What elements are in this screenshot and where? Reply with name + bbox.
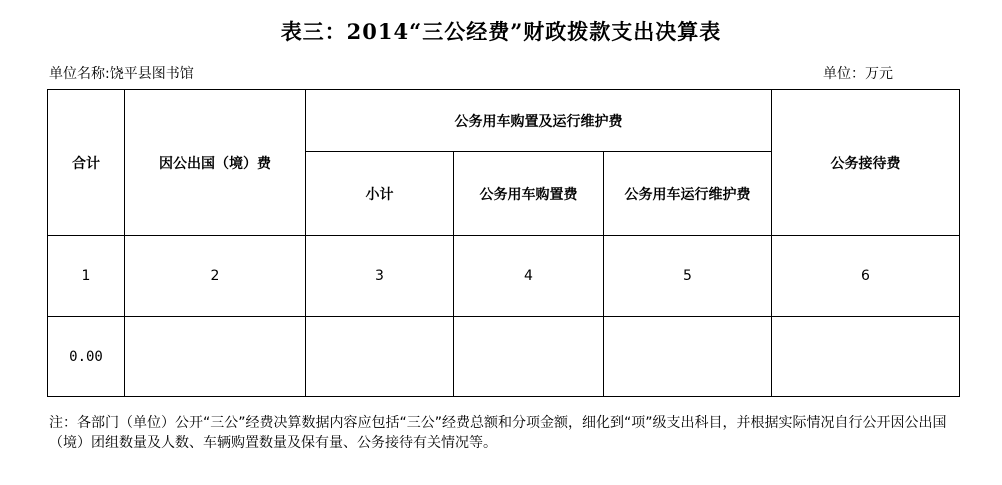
header-subtotal: 小计 xyxy=(306,152,454,236)
unit-label: 单位：万元 xyxy=(823,66,893,82)
page-title: 表三：2014“三公经费”财政拨款支出决算表 xyxy=(280,19,722,44)
index-cell: 5 xyxy=(604,236,772,317)
data-cell xyxy=(454,317,604,397)
footnote: 注：各部门（单位）公开“三公”经费决算数据内容应包括“三公”经费总额和分项金额，细化到“项”级支出科目，并根据实际情况自行公开因公出国（境）团组数量及人数、车辆购置数量及保有量、公务接待有关情况等。 xyxy=(49,415,947,451)
total-value-cell: 0.00 xyxy=(48,317,125,397)
index-cell: 6 xyxy=(772,236,960,317)
index-row xyxy=(48,236,960,317)
header-reception-fee: 公务接待费 xyxy=(772,90,960,236)
header-row-1 xyxy=(48,90,960,152)
header-vehicle-group: 公务用车购置及运行维护费 xyxy=(306,90,772,152)
data-cell xyxy=(604,317,772,397)
index-cell: 3 xyxy=(306,236,454,317)
header-total: 合计 xyxy=(48,90,125,236)
header-vehicle-purchase: 公务用车购置费 xyxy=(454,152,604,236)
expenditure-table xyxy=(47,89,960,397)
data-row xyxy=(48,317,960,397)
index-cell: 4 xyxy=(454,236,604,317)
index-cell: 1 xyxy=(48,236,125,317)
data-cell xyxy=(125,317,306,397)
index-cell: 2 xyxy=(125,236,306,317)
header-abroad-fee: 因公出国（境）费 xyxy=(125,90,306,236)
unit-name: 单位名称:饶平县图书馆 xyxy=(49,66,194,82)
data-cell xyxy=(772,317,960,397)
header-vehicle-operation: 公务用车运行维护费 xyxy=(604,152,772,236)
data-cell xyxy=(306,317,454,397)
